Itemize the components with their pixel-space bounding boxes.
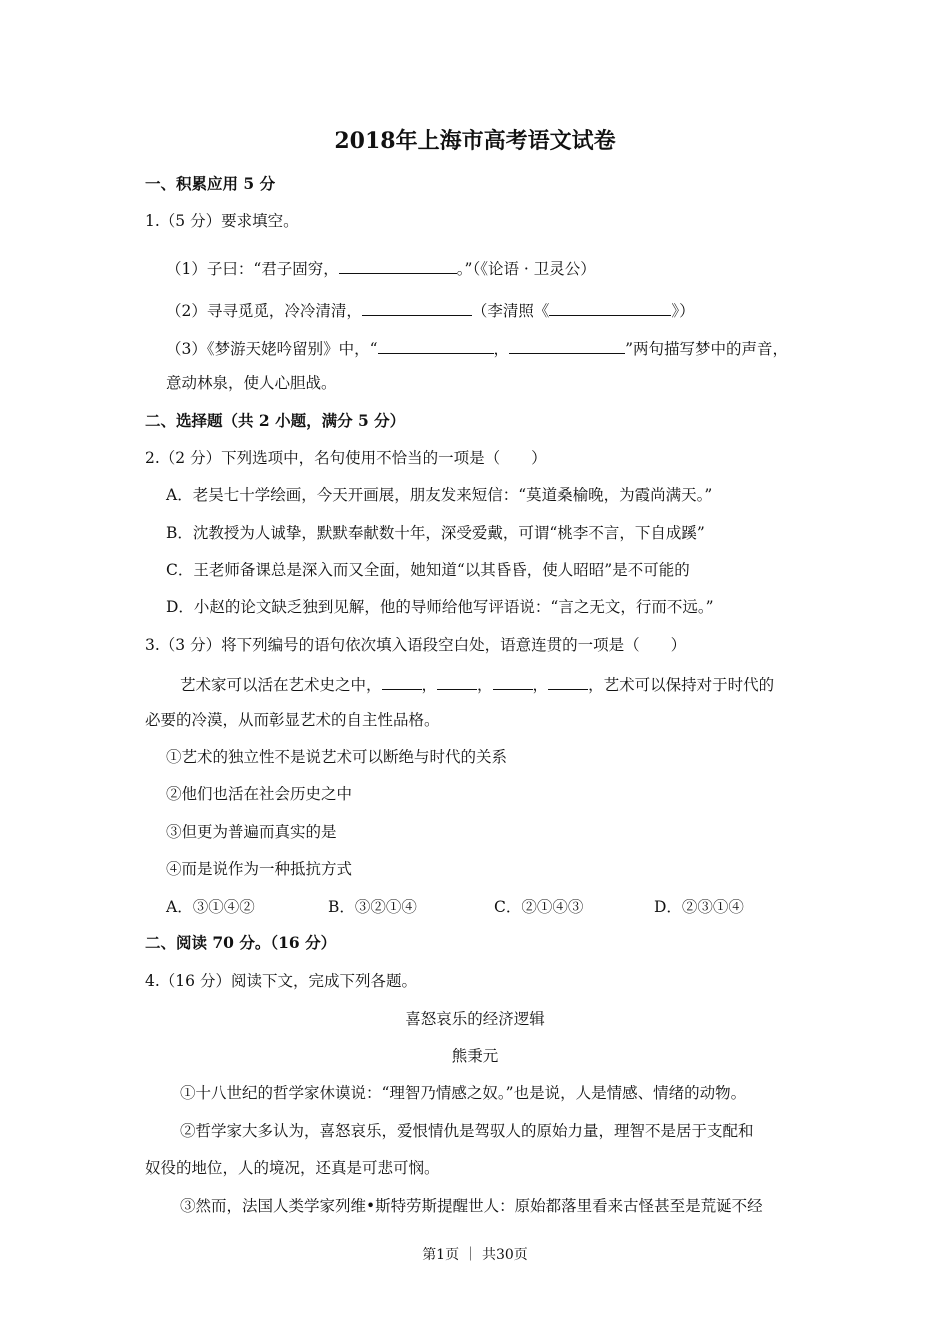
answer-blank[interactable] [339, 257, 457, 274]
answer-blank[interactable] [378, 337, 494, 354]
answer-blank[interactable] [493, 673, 533, 690]
question-2-option-c: C．王老师备课总是深入而又全面，她知道“以其昏昏，使人昭昭”是不可能的 [166, 561, 690, 579]
question-1-part-3-cont: 意动林泉，使人心胆战。 [166, 374, 337, 392]
article-paragraph-2-cont: 奴役的地位，人的境况，还真是可悲可悯。 [145, 1159, 440, 1177]
question-1-part-3: （3）《梦游天姥吟留别》中，“ ， ”两句描写梦中的声音， [166, 337, 788, 359]
section-heading-3: 二、阅读 70 分。（16 分） [145, 933, 337, 952]
question-3-stem: 3.（3 分）将下列编号的语句依次填入语段空白处，语意连贯的一项是（ ） [145, 636, 687, 654]
question-1-part-1: （1）子曰：“君子固穷， 。”（《论语 · 卫灵公） [166, 257, 596, 279]
question-1-stem: 1.（5 分）要求填空。 [145, 212, 299, 230]
question-3-passage-cont: 必要的冷漠，从而彰显艺术的自主性品格。 [145, 711, 440, 729]
question-4-stem: 4.（16 分）阅读下文，完成下列各题。 [145, 972, 417, 990]
answer-blank[interactable] [382, 673, 422, 690]
answer-blank[interactable] [362, 299, 472, 316]
question-3-passage: 艺术家可以活在艺术史之中， ， ， ， ，艺术可以保持对于时代的 [180, 673, 774, 695]
question-3-option-b: B．③②①④ [328, 898, 417, 916]
article-author: 熊秉元 [451, 1047, 499, 1065]
question-1-part-2: （2）寻寻觅觅，冷冷清清， （李清照《 》） [166, 299, 695, 321]
question-2-option-a: A．老吴七十学绘画，今天开画展，朋友发来短信：“莫道桑榆晚，为霞尚满天。” [166, 486, 713, 504]
question-3-item-2: ②他们也活在社会历史之中 [166, 785, 353, 803]
question-3-item-1: ①艺术的独立性不是说艺术可以断绝与时代的关系 [166, 748, 508, 766]
article-title: 喜怒哀乐的经济逻辑 [405, 1010, 545, 1028]
question-3-item-3: ③但更为普遍而真实的是 [166, 823, 337, 841]
question-3-option-d: D．②③①④ [654, 898, 744, 916]
article-paragraph-2: ②哲学家大多认为，喜怒哀乐，爱恨情仇是驾驭人的原始力量，理智不是居于支配和 [180, 1122, 754, 1140]
question-3-option-a: A．③①④② [166, 898, 255, 916]
question-3-item-4: ④而是说作为一种抵抗方式 [166, 860, 353, 878]
page-title: 2018年上海市高考语文试卷 [334, 128, 616, 154]
question-2-option-b: B．沈教授为人诚挚，默默奉献数十年，深受爱戴，可谓“桃李不言，下自成蹊” [166, 524, 705, 542]
page-footer: 第1页 ｜ 共30页 [422, 1247, 528, 1263]
answer-blank[interactable] [509, 337, 625, 354]
question-2-option-d: D．小赵的论文缺乏独到见解，他的导师给他写评语说：“言之无文，行而不远。” [166, 598, 714, 616]
section-heading-2: 二、选择题（共 2 小题，满分 5 分） [145, 411, 406, 430]
article-paragraph-3: ③然而，法国人类学家列维•斯特劳斯提醒世人：原始都落里看来古怪甚至是荒诞不经 [180, 1197, 763, 1215]
question-3-option-c: C．②①④③ [494, 898, 584, 916]
section-heading-1: 一、积累应用 5 分 [145, 174, 276, 193]
answer-blank[interactable] [549, 299, 671, 316]
article-paragraph-1: ①十八世纪的哲学家休谟说：“理智乃情感之奴。”也是说，人是情感、情绪的动物。 [180, 1084, 747, 1102]
answer-blank[interactable] [548, 673, 588, 690]
question-2-stem: 2.（2 分）下列选项中，名句使用不恰当的一项是（ ） [145, 449, 547, 467]
answer-blank[interactable] [437, 673, 477, 690]
question-3-options [166, 897, 744, 917]
